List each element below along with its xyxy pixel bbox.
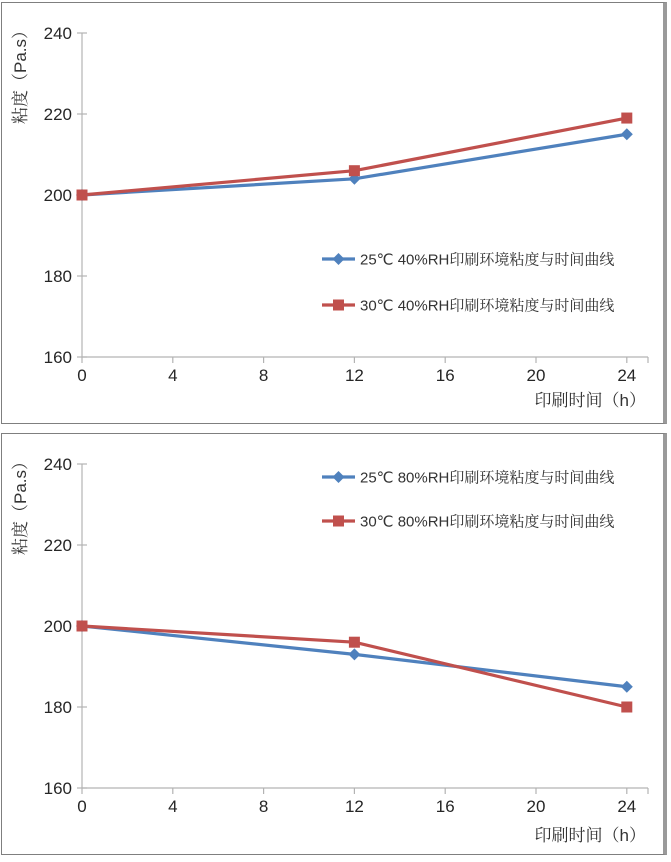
y-tick-label: 180 (43, 698, 72, 717)
series-marker-1 (621, 702, 632, 713)
x-tick-label: 0 (77, 797, 87, 816)
x-tick-label: 0 (77, 366, 87, 385)
x-tick-label: 24 (617, 366, 637, 385)
series-marker-1 (621, 113, 632, 124)
y-tick-label: 220 (43, 105, 72, 124)
x-tick-label: 4 (168, 797, 178, 816)
chart-panel-80rh (1, 433, 667, 855)
legend-label-1: 30℃ 40%RH印刷环境粘度与时间曲线 (360, 297, 615, 315)
series-marker-0 (348, 648, 360, 660)
x-tick-label: 8 (258, 797, 269, 816)
x-tick-label: 20 (526, 366, 546, 385)
x-axis-title: 印刷时间（h） (534, 826, 646, 845)
chart-svg-40rh (2, 3, 663, 423)
series-line-0 (82, 134, 627, 195)
x-tick-label: 16 (435, 797, 455, 816)
x-tick-label: 4 (168, 366, 178, 385)
y-tick-label: 200 (43, 186, 72, 205)
y-tick-label: 200 (43, 617, 72, 636)
x-tick-label: 16 (435, 366, 455, 385)
series-marker-1 (349, 165, 360, 176)
x-axis-title: 印刷时间（h） (534, 391, 646, 410)
y-axis-title: 粘度（Pa.s） (11, 452, 30, 556)
y-tick-label: 180 (43, 267, 72, 286)
legend-marker-0 (333, 253, 345, 265)
series-marker-1 (77, 190, 88, 201)
y-tick-label: 160 (43, 348, 72, 367)
y-tick-label: 240 (43, 455, 72, 474)
series-marker-1 (77, 621, 88, 632)
x-tick-label: 20 (526, 797, 546, 816)
legend-label-0: 25℃ 80%RH印刷环境粘度与时间曲线 (360, 469, 615, 487)
series-marker-0 (621, 128, 633, 140)
x-tick-label: 8 (258, 366, 269, 385)
series-marker-0 (621, 681, 633, 693)
series-marker-1 (349, 637, 360, 648)
y-tick-label: 160 (43, 779, 72, 798)
x-tick-label: 12 (344, 797, 364, 816)
x-tick-label: 12 (344, 366, 364, 385)
legend-label-0: 25℃ 40%RH印刷环境粘度与时间曲线 (360, 251, 615, 269)
legend-label-1: 30℃ 80%RH印刷环境粘度与时间曲线 (360, 513, 615, 531)
chart-panel-40rh (1, 2, 667, 424)
chart-svg-80rh (2, 434, 663, 854)
legend-marker-1 (333, 516, 344, 527)
y-tick-label: 220 (43, 536, 72, 555)
y-axis-title: 粘度（Pa.s） (11, 21, 30, 125)
x-tick-label: 24 (617, 797, 637, 816)
legend-marker-1 (333, 300, 344, 311)
y-tick-label: 240 (43, 24, 72, 43)
legend-marker-0 (333, 471, 345, 483)
